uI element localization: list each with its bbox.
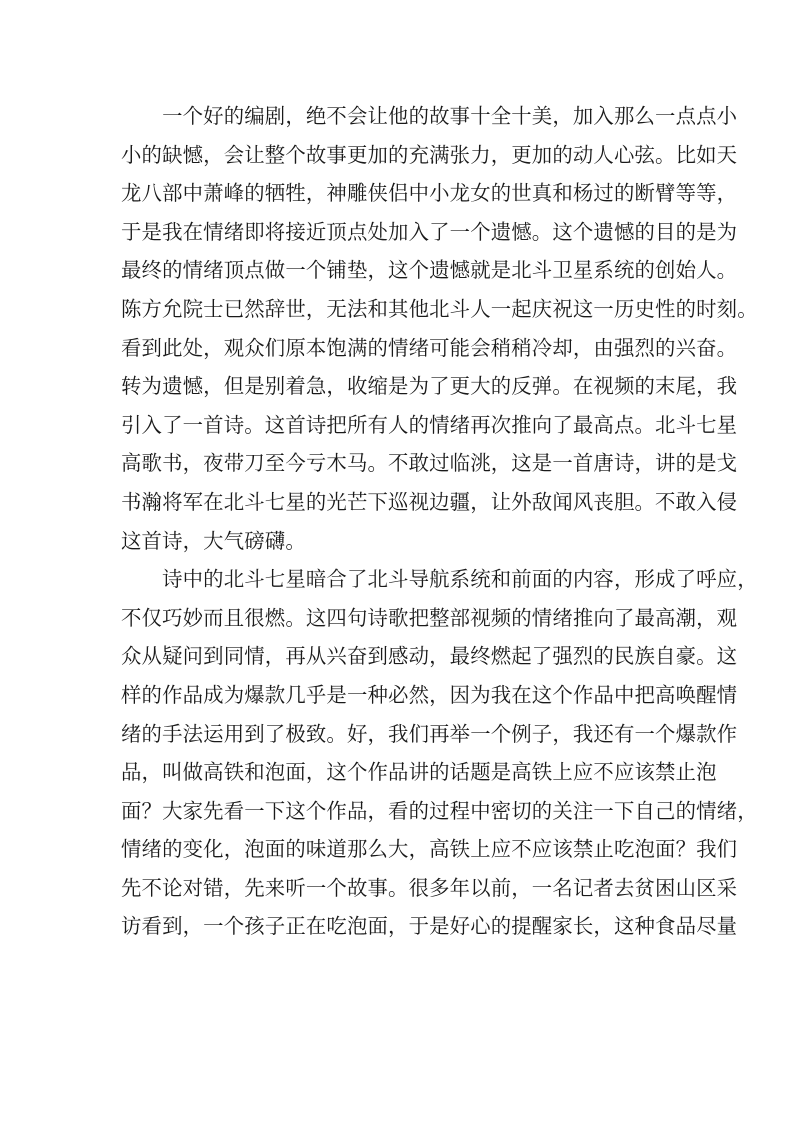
paragraph-2-line-7: 面？大家先看一下这个作品，看的过程中密切的关注一下自己的情绪， bbox=[121, 798, 758, 823]
paragraph-1-line-1: 一个好的编剧，绝不会让他的故事十全十美，加入那么一点点小 bbox=[121, 104, 738, 128]
paragraph-1-line-5: 最终的情绪顶点做一个铺垫，这个遗憾就是北斗卫星系统的创始人。 bbox=[121, 258, 738, 283]
paragraph-2-line-5: 绪的手法运用到了极致。好，我们再举一个例子，我还有一个爆款作 bbox=[121, 721, 738, 746]
paragraph-2-line-2: 不仅巧妙而且很燃。这四句诗歌把整部视频的情绪推向了最高潮，观 bbox=[121, 605, 738, 630]
paragraph-1-line-8: 转为遗憾，但是别着急，收缩是为了更大的反弹。在视频的末尾，我 bbox=[121, 374, 738, 399]
paragraph-2-line-6: 品，叫做高铁和泡面，这个作品讲的话题是高铁上应不应该禁止泡 bbox=[121, 760, 717, 785]
paragraph-2-line-4: 样的作品成为爆款几乎是一种必然，因为我在这个作品中把高唤醒情 bbox=[121, 682, 738, 707]
paragraph-1-line-11: 书瀚将军在北斗七星的光芒下巡视边疆，让外敌闻风丧胆。不敢入侵 bbox=[121, 489, 738, 514]
paragraph-2-line-3: 众从疑问到同情，再从兴奋到感动，最终燃起了强烈的民族自豪。这 bbox=[121, 644, 738, 669]
paragraph-1-line-7: 看到此处，观众们原本饱满的情绪可能会稍稍冷却，由强烈的兴奋。 bbox=[121, 335, 738, 360]
paragraph-1-line-10: 高歌书，夜带刀至今亏木马。不敢过临洮，这是一首唐诗，讲的是戈 bbox=[121, 451, 738, 476]
paragraph-2-line-1: 诗中的北斗七星暗合了北斗导航系统和前面的内容，形成了呼应， bbox=[121, 567, 758, 592]
paragraph-1-line-9: 引入了一首诗。这首诗把所有人的情绪再次推向了最高点。北斗七星 bbox=[121, 412, 738, 437]
body-text bbox=[121, 97, 758, 946]
paragraph-2-line-9: 先不论对错，先来听一个故事。很多年以前，一名记者去贫困山区采 bbox=[121, 875, 738, 900]
paragraph-2-line-8: 情绪的变化，泡面的味道那么大，高铁上应不应该禁止吃泡面？我们 bbox=[121, 837, 738, 862]
paragraph-1-line-3: 龙八部中萧峰的牺牲，神雕侠侣中小龙女的世真和杨过的断臂等等， bbox=[121, 181, 738, 206]
paragraph-1-line-2: 小的缺憾，会让整个故事更加的充满张力，更加的动人心弦。比如天 bbox=[121, 142, 738, 167]
paragraph-2-line-10: 访看到，一个孩子正在吃泡面，于是好心的提醒家长，这种食品尽量 bbox=[121, 914, 738, 939]
paragraph-1-line-12: 这首诗，大气磅礴。 bbox=[121, 528, 306, 553]
paragraph-1-line-4: 于是我在情绪即将接近顶点处加入了一个遗憾。这个遗憾的目的是为 bbox=[121, 219, 738, 244]
paragraph-1-line-6: 陈方允院士已然辞世，无法和其他北斗人一起庆祝这一历史性的时刻。 bbox=[121, 296, 758, 321]
